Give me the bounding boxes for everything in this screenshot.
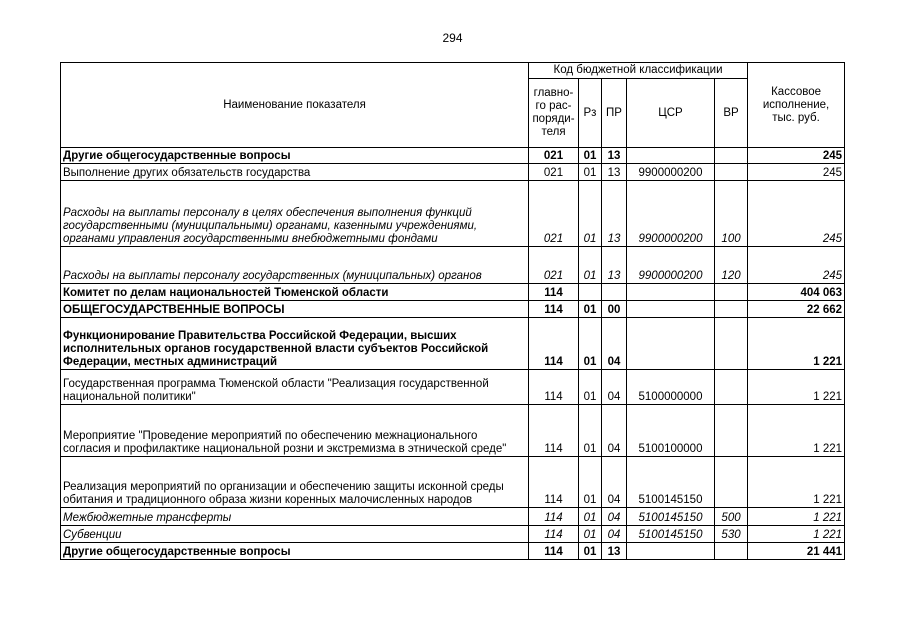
cell-pr: 13 [602, 148, 627, 164]
cell-glavn: 021 [529, 181, 579, 247]
table-row [61, 301, 845, 318]
cell-csr: 5100145150 [627, 526, 715, 543]
cell-csr [627, 543, 715, 560]
cell-csr [627, 318, 715, 370]
cell-glavn: 114 [529, 457, 579, 508]
cell-glavn: 021 [529, 164, 579, 181]
cell-rz: 01 [579, 543, 602, 560]
table-row [61, 148, 845, 164]
table-row [61, 405, 845, 457]
cell-rz: 01 [579, 370, 602, 405]
cell-rz: 01 [579, 164, 602, 181]
cell-vr [715, 543, 748, 560]
cell-csr: 5100000000 [627, 370, 715, 405]
cell-vr [715, 370, 748, 405]
cell-name: Другие общегосударственные вопросы [61, 543, 529, 560]
cell-rz: 01 [579, 405, 602, 457]
cell-rz: 01 [579, 247, 602, 284]
cell-amount: 21 441 [748, 543, 845, 560]
cell-csr [627, 148, 715, 164]
cell-csr: 5100145150 [627, 457, 715, 508]
header-glavn: главно-го рас-поряди-теля [529, 79, 579, 148]
table-row [61, 247, 845, 284]
cell-amount: 1 221 [748, 508, 845, 526]
cell-glavn: 114 [529, 543, 579, 560]
cell-vr [715, 164, 748, 181]
cell-pr: 04 [602, 405, 627, 457]
cell-name: ОБЩЕГОСУДАРСТВЕННЫЕ ВОПРОСЫ [61, 301, 529, 318]
cell-name: Функционирование Правительства Российской Федерации, высших исполнительных органов государственной власти субъектов Российской Федерации, местных администраций [61, 318, 529, 370]
header-code-group: Код бюджетной классификации [529, 63, 748, 79]
table-row [61, 508, 845, 526]
cell-vr [715, 301, 748, 318]
cell-amount: 1 221 [748, 526, 845, 543]
cell-amount: 404 063 [748, 284, 845, 301]
cell-amount: 22 662 [748, 301, 845, 318]
cell-csr: 9900000200 [627, 181, 715, 247]
table-row [61, 181, 845, 247]
cell-rz: 01 [579, 526, 602, 543]
header-name: Наименование показателя [61, 63, 529, 148]
cell-rz: 01 [579, 318, 602, 370]
header-pr: ПР [602, 79, 627, 148]
page-number: 294 [442, 31, 463, 45]
table-row [61, 543, 845, 560]
table-row [61, 457, 845, 508]
cell-name: Комитет по делам национальностей Тюменской области [61, 284, 529, 301]
cell-pr: 13 [602, 247, 627, 284]
header-csr: ЦСР [627, 79, 715, 148]
cell-glavn: 114 [529, 318, 579, 370]
cell-pr: 04 [602, 526, 627, 543]
table-row [61, 318, 845, 370]
cell-csr: 9900000200 [627, 247, 715, 284]
cell-csr [627, 301, 715, 318]
cell-pr: 04 [602, 457, 627, 508]
cell-vr: 530 [715, 526, 748, 543]
cell-pr [602, 284, 627, 301]
cell-vr [715, 318, 748, 370]
cell-amount: 1 221 [748, 370, 845, 405]
cell-glavn: 021 [529, 247, 579, 284]
cell-rz [579, 284, 602, 301]
cell-name: Субвенции [61, 526, 529, 543]
cell-amount: 1 221 [748, 457, 845, 508]
cell-glavn: 114 [529, 508, 579, 526]
cell-pr: 04 [602, 508, 627, 526]
cell-glavn: 021 [529, 148, 579, 164]
cell-amount: 1 221 [748, 405, 845, 457]
table-row [61, 526, 845, 543]
cell-rz: 01 [579, 457, 602, 508]
header-rz: Рз [579, 79, 602, 148]
cell-pr: 04 [602, 370, 627, 405]
cell-glavn: 114 [529, 370, 579, 405]
cell-rz: 01 [579, 508, 602, 526]
cell-vr [715, 457, 748, 508]
cell-csr: 9900000200 [627, 164, 715, 181]
cell-glavn: 114 [529, 526, 579, 543]
cell-vr [715, 284, 748, 301]
table-body [61, 148, 845, 560]
cell-rz: 01 [579, 148, 602, 164]
header-amount: Кассовое исполнение, тыс. руб. [748, 63, 845, 148]
cell-name: Расходы на выплаты персоналу государственных (муниципальных) органов [61, 247, 529, 284]
cell-rz: 01 [579, 301, 602, 318]
cell-name: Государственная программа Тюменской области "Реализация государственной национальной политики" [61, 370, 529, 405]
cell-vr: 500 [715, 508, 748, 526]
cell-amount: 1 221 [748, 318, 845, 370]
cell-name: Расходы на выплаты персоналу в целях обеспечения выполнения функций государственными (муниципальными) органами, казенными учреждениями, органами управления государственными внебюджетными фондами [61, 181, 529, 247]
cell-glavn: 114 [529, 284, 579, 301]
cell-pr: 04 [602, 318, 627, 370]
table-row [61, 164, 845, 181]
cell-vr [715, 405, 748, 457]
header-vr: ВР [715, 79, 748, 148]
cell-vr [715, 148, 748, 164]
cell-amount: 245 [748, 164, 845, 181]
cell-name: Мероприятие "Проведение мероприятий по обеспечению межнационального согласия и профилактике национальной розни и экстремизма в этнической среде" [61, 405, 529, 457]
cell-csr [627, 284, 715, 301]
cell-amount: 245 [748, 247, 845, 284]
table-row [61, 370, 845, 405]
cell-vr: 100 [715, 181, 748, 247]
cell-csr: 5100100000 [627, 405, 715, 457]
cell-amount: 245 [748, 181, 845, 247]
cell-pr: 13 [602, 164, 627, 181]
cell-pr: 13 [602, 181, 627, 247]
cell-name: Реализация мероприятий по организации и обеспечению защиты исконной среды обитания и традиционного образа жизни коренных малочисленных народов [61, 457, 529, 508]
budget-table [60, 62, 845, 560]
cell-amount: 245 [748, 148, 845, 164]
cell-pr: 13 [602, 543, 627, 560]
cell-pr: 00 [602, 301, 627, 318]
cell-glavn: 114 [529, 405, 579, 457]
cell-glavn: 114 [529, 301, 579, 318]
cell-vr: 120 [715, 247, 748, 284]
cell-name: Межбюджетные трансферты [61, 508, 529, 526]
cell-csr: 5100145150 [627, 508, 715, 526]
cell-name: Выполнение других обязательств государства [61, 164, 529, 181]
cell-name: Другие общегосударственные вопросы [61, 148, 529, 164]
table-row [61, 284, 845, 301]
cell-rz: 01 [579, 181, 602, 247]
